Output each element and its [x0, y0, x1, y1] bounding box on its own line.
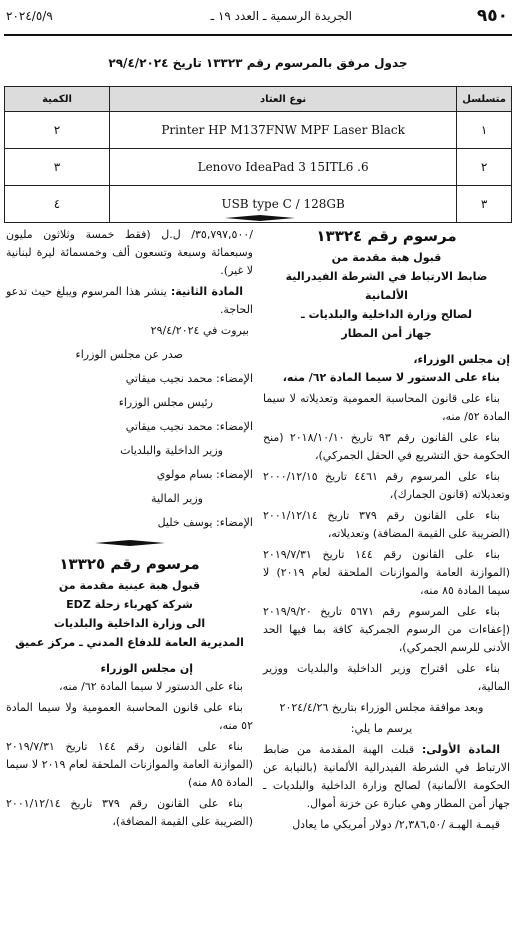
table-header-row	[5, 87, 512, 112]
issue-date: ٢٠٢٤/٥/٩	[6, 9, 53, 23]
signature: الإمضاء: محمد نجيب ميقاتي	[125, 372, 253, 385]
decree-subject-line: قبول هبة مقدمة من	[331, 251, 442, 264]
signatory-title: رئيس مجلس الوزراء	[118, 396, 213, 409]
place-date: بيروت في ٢٩/٤/٢٠٢٤	[150, 324, 249, 337]
recital: بناء على المرسوم رقم ٤٤٦١ تاريخ ٢٠٠٠/١٢/١٥ وتعديلاته (قانون الجمارك)،	[263, 470, 510, 501]
section-divider	[95, 540, 165, 546]
recital: بناء على قانون المحاسبة العمومية وتعديلاته لا سيما المادة ٥٢/ منه،	[263, 392, 510, 423]
recital: بناء على القانون رقم ١٤٤ تاريخ ٢٠١٩/٧/٣١ (الموازنة العامة والموازنات الملحقة لعام ٢٠١٩ لا سيما المادة ٨٥ منه)	[6, 740, 253, 789]
signature: الإمضاء: بسام مولوي	[156, 468, 253, 481]
page-number: ٩٥٠	[476, 6, 508, 26]
gazette-title: الجريدة الرسمية ـ العدد ١٩ ـ	[210, 9, 352, 23]
cell-qty: ٤	[5, 186, 110, 223]
decree-13324	[263, 226, 510, 837]
header-qty: الكمية	[5, 87, 110, 112]
issued-by: صدر عن مجلس الوزراء	[75, 348, 183, 361]
table-row	[5, 149, 512, 186]
signatory-title: وزير الداخلية والبلديات	[120, 444, 223, 457]
table-title: جدول مرفق بالمرسوم رقم ١٣٣٢٣ تاريخ ٢٩/٤/٢٠٢٤	[108, 56, 408, 70]
recital: بناء على القانون رقم ٣٧٩ تاريخ ٢٠٠١/١٢/١٤ (الضريبة على القيمة المضافة) وتعديلاته،	[263, 509, 510, 540]
decree-subject-line: المديرية العامة للدفاع المدني ـ مركز عميق	[15, 636, 244, 649]
decree-subject-line: قبول هبة عينية مقدمة من	[58, 579, 201, 592]
article-1	[263, 741, 510, 813]
recital: بناء على المرسوم رقم ٥٦٧١ تاريخ ٢٠١٩/٩/٢٠ (إعفاءات من الرسوم الجمركية كافة بما فيها الحد الأدنى للرسم الجمركي)،	[263, 605, 510, 654]
decree-number: مرسوم رقم ١٣٣٢٤	[316, 227, 457, 245]
recital: بناء على القانون رقم ١٤٤ تاريخ ٢٠١٩/٧/٣١ (الموازنة العامة والموازنات الملحقة لعام ٢٠١٩) لا سيما المادة ٨٥ منه،	[263, 548, 510, 597]
article-2-label: المادة الثانية:	[170, 285, 244, 298]
article-1-text: قبلت الهبة المقدمة من ضابط الارتباط في الشرطة الفيدرالية الألمانية (بالنيابة عن الحكومة الألمانية) لصالح وزارة الداخلية والبلديات ـ جهاز أمن المطار وهي عبارة عن خزنة أموال.	[263, 743, 510, 810]
recital: بناء على الدستور لا سيما المادة ٦٢/ منه،	[59, 680, 243, 693]
decree-subject-line: الى وزارة الداخلية والبلديات	[53, 617, 206, 630]
signatory-title: وزير المالية	[151, 492, 203, 505]
decree-subject-line: جهاز أمن المطار	[341, 327, 432, 340]
header-serial: متسلسل	[457, 87, 512, 112]
signature: الإمضاء: محمد نجيب ميقاتي	[125, 420, 253, 433]
cell-serial: ٢	[457, 149, 512, 186]
page-header	[4, 4, 512, 32]
left-column	[6, 226, 253, 834]
recital: بناء على القانون رقم ٣٧٩ تاريخ ٢٠٠١/١٢/١٤ (الضريبة على القيمة المضافة)،	[6, 797, 253, 828]
value-line: قيمـة الهبـة /٢,٣٨٦,٥٠/ دولار أمريكي ما يعادل	[292, 818, 500, 831]
cell-item: Lenovo IdeaPad 3 15ITL6 .6	[110, 149, 457, 186]
recital: بناء على الدستور لا سيما المادة ٦٢/ منه،	[282, 371, 500, 384]
recital: بناء على اقتراح وزير الداخلية والبلديات ووزير المالية،	[263, 662, 510, 693]
recital: بناء على القانون رقم ٩٣ تاريخ ٢٠١٨/١٠/١٠ (منح الحكومة حق التشريع في الحقل الجمركي)،	[263, 431, 510, 462]
signature: الإمضاء: يوسف خليل	[157, 516, 253, 529]
cell-serial: ٣	[457, 186, 512, 223]
cell-item: USB type C / 128GB	[110, 186, 457, 223]
equipment-table	[4, 86, 512, 223]
council-line: إن مجلس الوزراء	[100, 662, 193, 675]
continuation-text: /٣٥,٧٩٧,٥٠٠/ ل.ل (فقط خمسة وثلاثون مليون وسبعمائة وسبعة وتسعون ألف وخمسمائة ليرة لبنانية لا غير).	[6, 228, 253, 277]
article-2-text: ينشر هذا المرسوم ويبلغ حيث تدعو الحاجة.	[6, 285, 253, 316]
decree-number: مرسوم رقم ١٣٣٢٥	[59, 555, 200, 573]
table-row	[5, 112, 512, 149]
recital: وبعد موافقة مجلس الوزراء بتاريخ ٢٠٢٤/٤/٢٦	[279, 701, 484, 714]
decree-subject-line: شركة كهرباء زحلة EDZ	[66, 598, 193, 611]
article-2	[6, 283, 253, 319]
header-rule	[4, 34, 512, 36]
decree-subject-line: ضابط الارتباط في الشرطة الفيدرالية الألمانية	[285, 270, 488, 302]
council-line: إن مجلس الوزراء،	[413, 353, 510, 366]
section-divider	[225, 215, 295, 221]
cell-qty: ٣	[5, 149, 110, 186]
recital: بناء على قانون المحاسبة العمومية ولا سيما المادة ٥٢ منه،	[6, 701, 253, 732]
cell-serial: ١	[457, 112, 512, 149]
header-item: نوع العتاد	[110, 87, 457, 112]
cell-item: Printer HP M137FNW MPF Laser Black	[110, 112, 457, 149]
decree-line: يرسم ما يلي:	[350, 722, 413, 735]
article-1-label: المادة الأولى:	[421, 743, 500, 756]
decree-subject-line: لصالح وزارة الداخلية والبلديات ـ	[301, 308, 472, 321]
cell-qty: ٢	[5, 112, 110, 149]
